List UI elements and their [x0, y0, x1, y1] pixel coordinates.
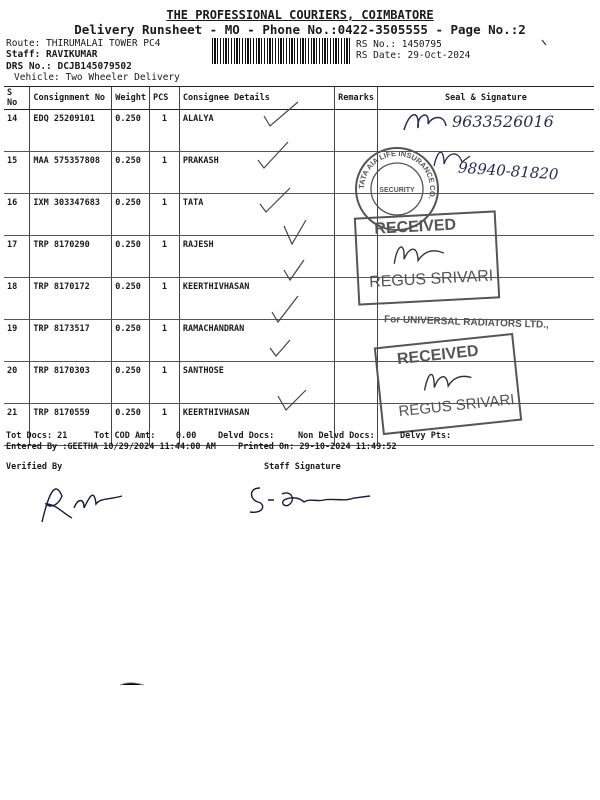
col-header-remarks: Remarks: [335, 87, 378, 110]
cell-sno: 21: [4, 404, 30, 446]
cell-sno: 15: [4, 152, 30, 194]
cell-pcs: 1: [149, 110, 179, 152]
insurance-seal-ring-text: TATA AIA LIFE INSURANCE CO.: [356, 148, 438, 201]
cell-weight: 0.250: [112, 362, 150, 404]
col-header-sno: S No: [4, 87, 30, 110]
cell-consignment: TRP 8173517: [30, 320, 112, 362]
cell-consignee: TATA: [179, 194, 334, 236]
company-stamp-text: REGUS SRIVARI: [397, 391, 516, 421]
cell-weight: 0.250: [112, 152, 150, 194]
cell-pcs: 1: [149, 404, 179, 446]
stray-mark-icon: [118, 680, 148, 688]
handwritten-phone-1: 9633526016: [452, 112, 554, 131]
cell-sno: 16: [4, 194, 30, 236]
cell-consignee: ALALYA: [179, 110, 334, 152]
col-header-seal-signature: Seal & Signature: [377, 87, 594, 110]
received-stamp-label: RECEIVED: [373, 216, 457, 238]
cell-sno: 20: [4, 362, 30, 404]
cell-weight: 0.250: [112, 110, 150, 152]
insurance-seal-center-text: SECURITY: [379, 187, 415, 194]
total-docs: Tot Docs: 21: [6, 431, 68, 441]
cell-pcs: 1: [149, 152, 179, 194]
delivered-docs: Delvd Docs:: [218, 431, 275, 441]
received-stamp: [374, 333, 522, 435]
col-header-consignment: Consignment No: [30, 87, 112, 110]
cell-weight: 0.250: [112, 278, 150, 320]
tick-mark-icon: [284, 220, 306, 244]
handwritten-phone-2: 98940-81820: [457, 158, 560, 184]
rs-number: RS No.: 1450795: [356, 39, 442, 50]
delivery-tick-marks: [240, 100, 310, 430]
received-stamp: [354, 210, 500, 305]
total-cod-amount: Tot COD Amt: 0.00: [94, 431, 197, 441]
cell-consignment: TRP 8170559: [30, 404, 112, 446]
tick-mark-icon: [278, 390, 306, 410]
cell-consignee: RAMACHANDRAN: [179, 320, 334, 362]
cell-weight: 0.250: [112, 404, 150, 446]
cell-consignee: PRAKASH: [179, 152, 334, 194]
non-delivered-docs: Non Delvd Docs:: [298, 431, 375, 441]
verifier-signature-icon: [36, 478, 126, 528]
company-title: THE PROFESSIONAL COURIERS, COIMBATORE: [166, 8, 434, 22]
verified-by-label: Verified By: [6, 462, 63, 472]
cell-consignee: KEERTHIVHASAN: [179, 404, 334, 446]
received-stamp-label: RECEIVED: [396, 342, 480, 369]
cell-weight: 0.250: [112, 236, 150, 278]
col-header-consignee: Consignee Details: [179, 87, 334, 110]
cell-consignment: TRP 8170290: [30, 236, 112, 278]
staff-text: Staff: RAVIKUMAR: [6, 49, 98, 60]
staff-signature-icon: [244, 480, 374, 520]
tick-mark-icon: [260, 188, 290, 212]
handwritten-signature-icon: [400, 106, 450, 136]
cell-pcs: 1: [149, 236, 179, 278]
staff-signature-label: Staff Signature: [264, 462, 341, 472]
col-header-pcs: PCS: [149, 87, 179, 110]
cell-pcs: 1: [149, 362, 179, 404]
company-stamp-text: REGUS SRIVARI: [368, 267, 494, 292]
rs-date: RS Date: 29-Oct-2024: [356, 50, 471, 61]
cell-pcs: 1: [149, 320, 179, 362]
route-text: Route: THIRUMALAI TOWER PC4: [6, 38, 161, 49]
stamp-signature-icon: [418, 363, 476, 395]
cell-pcs: 1: [149, 278, 179, 320]
runsheet-subtitle: Delivery Runsheet - MO - Phone No.:0422-3505555 - Page No.:2: [74, 22, 526, 37]
cell-sno: 18: [4, 278, 30, 320]
tick-mark-icon: [272, 296, 298, 322]
cell-sno: 14: [4, 110, 30, 152]
cell-remarks: [335, 320, 378, 362]
cell-consignment: MAA 575357808: [30, 152, 112, 194]
cell-consignee: KEERTHIVHASAN: [179, 278, 334, 320]
tick-mark-icon: [264, 102, 298, 126]
cell-consignment: IXM 303347683: [30, 194, 112, 236]
tick-mark-icon: [284, 260, 304, 280]
cell-sno: 19: [4, 320, 30, 362]
cell-consignment: TRP 8170303: [30, 362, 112, 404]
delivery-points: Delvy Pts:: [400, 431, 452, 441]
cell-consignment: TRP 8170172: [30, 278, 112, 320]
cell-remarks: [335, 362, 378, 404]
tick-mark-icon: [270, 340, 290, 356]
radiators-stamp-text: For UNIVERSAL RADIATORS LTD.,: [383, 314, 549, 331]
drs-number: DRS No.: DCJB145079502: [6, 61, 132, 72]
printed-on: Printed On: 29-10-2024 11:49:52: [238, 442, 397, 452]
entered-by: Entered By :GEETHA 10/29/2024 11:44:00 AM: [6, 442, 216, 452]
cell-weight: 0.250: [112, 320, 150, 362]
stray-mark-icon: [540, 38, 550, 48]
cell-consignee: SANTHOSE: [179, 362, 334, 404]
cell-sno: 17: [4, 236, 30, 278]
col-header-weight: Weight: [112, 87, 150, 110]
tick-mark-icon: [258, 142, 288, 168]
cell-consignee: RAJESH: [179, 236, 334, 278]
barcode-image: [212, 38, 350, 64]
cell-pcs: 1: [149, 194, 179, 236]
vehicle-text: Vehicle: Two Wheeler Delivery: [14, 72, 180, 83]
cell-weight: 0.250: [112, 194, 150, 236]
cell-consignment: EDQ 25209101: [30, 110, 112, 152]
stamp-signature-icon: [387, 237, 448, 268]
